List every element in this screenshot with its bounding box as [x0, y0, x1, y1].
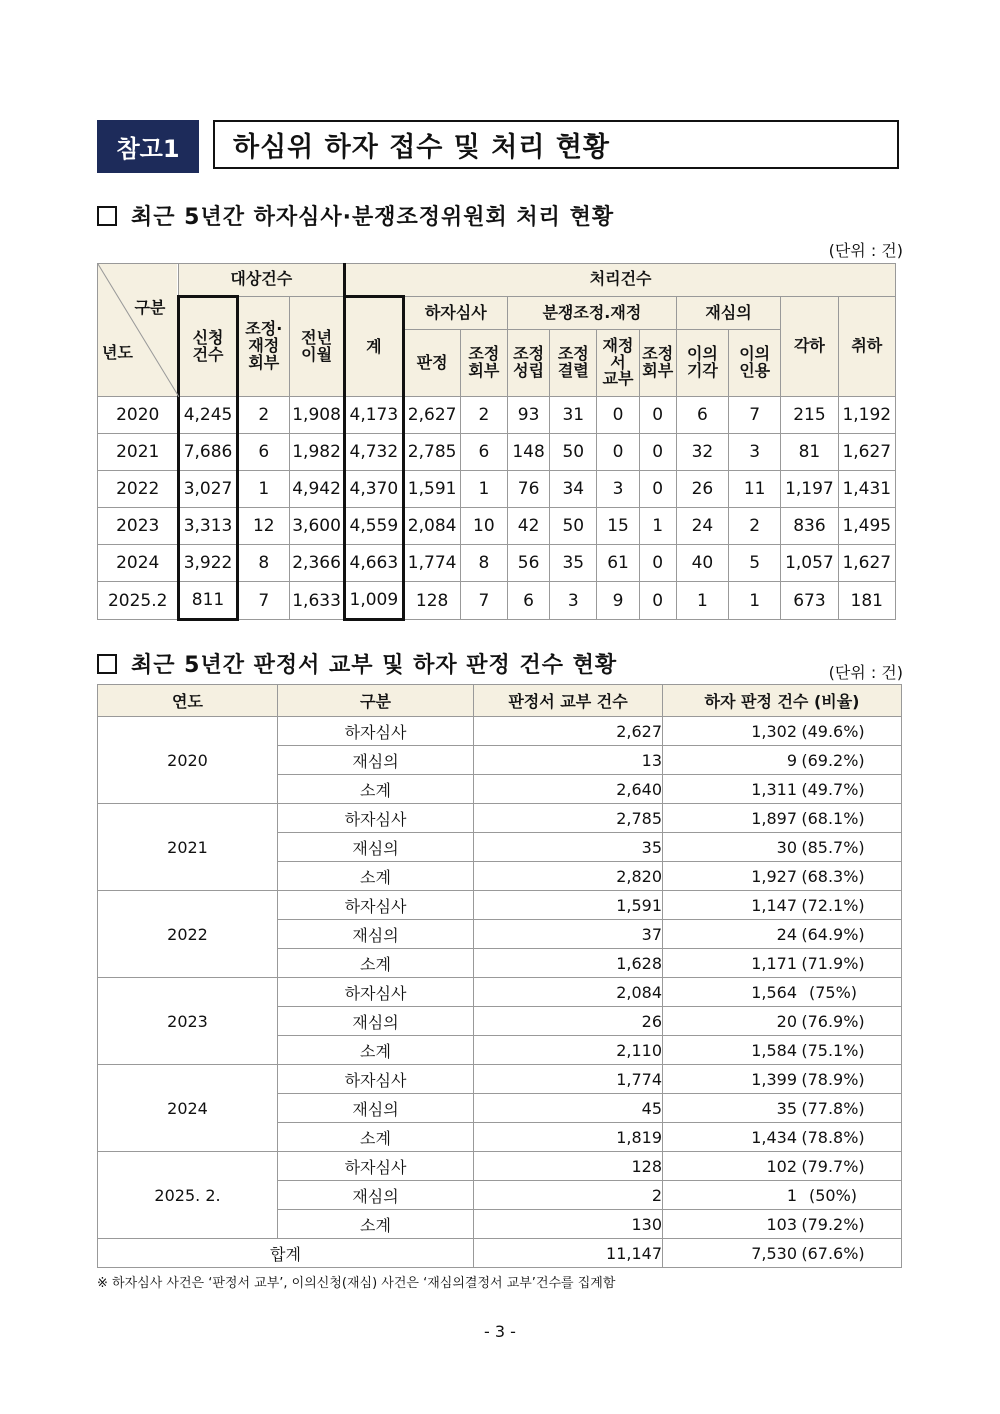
judgment-pct: (49.6%)	[801, 721, 865, 741]
issued-cell: 13	[474, 746, 663, 775]
arbitration-doc-header: 재정 서 교부	[597, 330, 639, 397]
type-cell: 재심의	[278, 1007, 474, 1036]
judgment-pct: (78.9%)	[801, 1069, 865, 1089]
judgment-header: 판정	[403, 330, 460, 397]
ratio-cell	[663, 1123, 902, 1152]
type-cell: 소계	[278, 862, 474, 891]
issued-cell: 2,820	[474, 862, 663, 891]
value-cell: 3	[729, 434, 781, 471]
table-row	[98, 545, 896, 582]
value-cell: 11	[729, 471, 781, 508]
value-cell: 811	[179, 582, 237, 620]
year-cell: 2021	[98, 804, 278, 891]
value-cell: 9	[597, 582, 639, 620]
value-cell: 81	[781, 434, 838, 471]
value-cell: 3,600	[289, 508, 344, 545]
corner-header	[98, 264, 179, 397]
reference-badge: 참고1	[97, 120, 199, 173]
review-return-header: 조정 회부	[460, 330, 507, 397]
value-cell: 148	[507, 434, 549, 471]
settled-header: 조정 성립	[507, 330, 549, 397]
ratio-header: 하자 판정 건수 (비율)	[663, 685, 902, 717]
issued-cell: 2,110	[474, 1036, 663, 1065]
value-cell: 2	[729, 508, 781, 545]
ratio-cell	[663, 833, 902, 862]
value-cell: 34	[550, 471, 597, 508]
table-row	[98, 1152, 902, 1181]
judgment-count: 1,399	[751, 1069, 797, 1089]
issued-cell: 35	[474, 833, 663, 862]
objection-rejected-header: 이의 기각	[676, 330, 728, 397]
ratio-cell	[663, 746, 902, 775]
checkbox-icon	[97, 654, 117, 674]
type-header: 구분	[278, 685, 474, 717]
withdrawn-header: 취하	[838, 297, 895, 397]
type-cell: 소계	[278, 1123, 474, 1152]
value-cell: 181	[838, 582, 895, 620]
table-row	[98, 508, 896, 545]
value-cell: 1,495	[838, 508, 895, 545]
judgment-pct: (50%)	[808, 1185, 858, 1205]
value-cell: 42	[507, 508, 549, 545]
year-cell: 2022	[98, 891, 278, 978]
judgment-count: 1,147	[751, 895, 797, 915]
value-cell: 1,197	[781, 471, 838, 508]
judgment-count: 103	[766, 1214, 797, 1234]
value-cell: 50	[550, 508, 597, 545]
value-cell: 4,173	[345, 397, 403, 434]
value-cell: 6	[460, 434, 507, 471]
year-cell: 2024	[98, 545, 179, 582]
value-cell: 4,245	[179, 397, 237, 434]
total-ratio	[663, 1239, 902, 1268]
issued-cell: 26	[474, 1007, 663, 1036]
value-cell: 2	[460, 397, 507, 434]
value-cell: 6	[237, 434, 289, 471]
value-cell: 1,627	[838, 434, 895, 471]
value-cell: 4,370	[345, 471, 403, 508]
judgment-pct: (68.1%)	[801, 808, 865, 828]
value-cell: 0	[639, 434, 676, 471]
value-cell: 6	[676, 397, 728, 434]
target-group-header: 대상건수	[179, 264, 345, 297]
ratio-cell	[663, 1094, 902, 1123]
issued-cell: 2,084	[474, 978, 663, 1007]
year-cell: 2025. 2.	[98, 1152, 278, 1239]
processing-table-body	[98, 397, 896, 620]
type-cell: 하자심사	[278, 804, 474, 833]
section1-unit: (단위 : 건)	[828, 241, 903, 260]
value-cell: 673	[781, 582, 838, 620]
judgment-count: 9	[786, 750, 797, 770]
ratio-cell	[663, 1007, 902, 1036]
table-row	[98, 978, 902, 1007]
diagonal-line	[98, 264, 179, 397]
judgment-count: 30	[776, 837, 797, 857]
value-cell: 1	[729, 582, 781, 620]
page-title: 하심위 하자 접수 및 처리 현황	[213, 120, 899, 169]
value-cell: 7	[460, 582, 507, 620]
issued-cell: 1,628	[474, 949, 663, 978]
year-header: 연도	[98, 685, 278, 717]
corner-top-label: 구분	[134, 298, 166, 317]
year-cell: 2020	[98, 717, 278, 804]
year-cell: 2021	[98, 434, 179, 471]
judgment-count: 1,564	[751, 982, 797, 1002]
value-cell: 4,732	[345, 434, 403, 471]
issued-header: 판정서 교부 건수	[474, 685, 663, 717]
type-cell: 소계	[278, 1210, 474, 1239]
judgment-pct: (85.7%)	[801, 837, 865, 857]
judgment-count: 35	[776, 1098, 797, 1118]
judgment-pct: (77.8%)	[801, 1098, 865, 1118]
value-cell: 32	[676, 434, 728, 471]
judgment-count: 1,897	[751, 808, 797, 828]
value-cell: 1,774	[403, 545, 460, 582]
type-cell: 재심의	[278, 920, 474, 949]
total-header: 계	[345, 297, 403, 397]
issued-cell: 2	[474, 1181, 663, 1210]
total-count: 7,530	[751, 1243, 797, 1263]
issued-cell: 1,591	[474, 891, 663, 920]
section2-unit: (단위 : 건)	[828, 663, 903, 682]
table-row	[98, 1065, 902, 1094]
value-cell: 0	[639, 471, 676, 508]
type-cell: 재심의	[278, 1181, 474, 1210]
judgment-pct: (69.2%)	[801, 750, 865, 770]
mediation-return-header: 조정· 재정 회부	[237, 297, 289, 397]
value-cell: 12	[237, 508, 289, 545]
judgment-pct: (75%)	[808, 982, 858, 1002]
year-cell: 2020	[98, 397, 179, 434]
judgment-count: 1,434	[751, 1127, 797, 1147]
type-cell: 하자심사	[278, 978, 474, 1007]
type-cell: 재심의	[278, 746, 474, 775]
ratio-cell	[663, 1181, 902, 1210]
reference-header	[97, 120, 903, 173]
med-return-header: 조정 회부	[639, 330, 676, 397]
value-cell: 215	[781, 397, 838, 434]
checkbox-icon	[97, 206, 117, 226]
year-cell: 2023	[98, 508, 179, 545]
value-cell: 0	[639, 582, 676, 620]
type-cell: 하자심사	[278, 1065, 474, 1094]
value-cell: 35	[550, 545, 597, 582]
issued-cell: 128	[474, 1152, 663, 1181]
value-cell: 1,192	[838, 397, 895, 434]
value-cell: 1,009	[345, 582, 403, 620]
value-cell: 1,591	[403, 471, 460, 508]
table-row	[98, 582, 896, 620]
value-cell: 2,785	[403, 434, 460, 471]
type-cell: 재심의	[278, 833, 474, 862]
type-cell: 소계	[278, 949, 474, 978]
judgment-count: 1,311	[751, 779, 797, 799]
value-cell: 2,366	[289, 545, 344, 582]
year-cell: 2023	[98, 978, 278, 1065]
value-cell: 3	[597, 471, 639, 508]
value-cell: 3,922	[179, 545, 237, 582]
rereview-group-header: 재심의	[676, 297, 781, 330]
value-cell: 1,908	[289, 397, 344, 434]
review-group-header: 하자심사	[403, 297, 507, 330]
type-cell: 소계	[278, 775, 474, 804]
value-cell: 6	[507, 582, 549, 620]
value-cell: 10	[460, 508, 507, 545]
year-cell: 2022	[98, 471, 179, 508]
table-row	[98, 717, 902, 746]
value-cell: 8	[460, 545, 507, 582]
table-row	[98, 434, 896, 471]
value-cell: 24	[676, 508, 728, 545]
value-cell: 128	[403, 582, 460, 620]
value-cell: 93	[507, 397, 549, 434]
value-cell: 1,431	[838, 471, 895, 508]
page-number: - 3 -	[484, 1322, 516, 1341]
processing-status-table	[97, 263, 896, 621]
value-cell: 3	[550, 582, 597, 620]
value-cell: 4,942	[289, 471, 344, 508]
year-cell: 2025.2	[98, 582, 179, 620]
value-cell: 1	[676, 582, 728, 620]
value-cell: 7	[729, 397, 781, 434]
value-cell: 1	[639, 508, 676, 545]
issued-cell: 1,819	[474, 1123, 663, 1152]
value-cell: 2	[237, 397, 289, 434]
issued-cell: 130	[474, 1210, 663, 1239]
ratio-cell	[663, 1152, 902, 1181]
mediation-group-header: 분쟁조정.재정	[507, 297, 676, 330]
ratio-cell	[663, 920, 902, 949]
ratio-cell	[663, 949, 902, 978]
value-cell: 3,313	[179, 508, 237, 545]
section1-heading	[97, 200, 614, 231]
judgment-pct: (71.9%)	[801, 953, 865, 973]
value-cell: 26	[676, 471, 728, 508]
judgment-pct: (75.1%)	[801, 1040, 865, 1060]
value-cell: 50	[550, 434, 597, 471]
table-row	[98, 471, 896, 508]
ratio-cell	[663, 1065, 902, 1094]
judgment-count: 1,584	[751, 1040, 797, 1060]
value-cell: 0	[639, 397, 676, 434]
value-cell: 2,627	[403, 397, 460, 434]
value-cell: 3,027	[179, 471, 237, 508]
corner-bottom-label: 년도	[102, 343, 133, 363]
judgment-pct: (64.9%)	[801, 924, 865, 944]
carryover-header: 전년 이월	[289, 297, 344, 397]
value-cell: 7	[237, 582, 289, 620]
value-cell: 0	[639, 545, 676, 582]
type-cell: 소계	[278, 1036, 474, 1065]
value-cell: 61	[597, 545, 639, 582]
judgment-pct: (68.3%)	[801, 866, 865, 886]
ratio-cell	[663, 775, 902, 804]
ratio-cell	[663, 891, 902, 920]
footnote: ※ 하자심사 사건은 ‘판정서 교부’, 이의신청(재심) 사건은 ‘재심의결정서 교부’건수를 집계함	[97, 1276, 616, 1291]
issued-cell: 37	[474, 920, 663, 949]
value-cell: 1,982	[289, 434, 344, 471]
issued-cell: 2,785	[474, 804, 663, 833]
issued-cell: 45	[474, 1094, 663, 1123]
judgment-pct: (49.7%)	[801, 779, 865, 799]
judgment-count: 24	[776, 924, 797, 944]
objection-accepted-header: 이의 인용	[729, 330, 781, 397]
ratio-cell	[663, 717, 902, 746]
issued-cell: 1,774	[474, 1065, 663, 1094]
type-cell: 하자심사	[278, 891, 474, 920]
issued-cell: 2,640	[474, 775, 663, 804]
ratio-cell	[663, 978, 902, 1007]
table-row	[98, 891, 902, 920]
type-cell: 하자심사	[278, 1152, 474, 1181]
issued-cell: 2,627	[474, 717, 663, 746]
value-cell: 15	[597, 508, 639, 545]
value-cell: 1	[460, 471, 507, 508]
value-cell: 0	[597, 434, 639, 471]
value-cell: 4,663	[345, 545, 403, 582]
judgment-pct: (79.2%)	[801, 1214, 865, 1234]
judgment-status-table	[97, 684, 902, 1268]
total-pct: (67.6%)	[801, 1243, 865, 1263]
section1-heading-text: 최근 5년간 하자심사·분쟁조정위원회 처리 현황	[131, 205, 615, 230]
section2-heading-text: 최근 5년간 판정서 교부 및 하자 판정 건수 현황	[131, 653, 618, 678]
value-cell: 5	[729, 545, 781, 582]
failed-header: 조정 결렬	[550, 330, 597, 397]
value-cell: 40	[676, 545, 728, 582]
total-label: 합계	[98, 1239, 474, 1268]
type-cell: 재심의	[278, 1094, 474, 1123]
value-cell: 8	[237, 545, 289, 582]
judgment-count: 1,927	[751, 866, 797, 886]
value-cell: 0	[597, 397, 639, 434]
judgment-pct: (79.7%)	[801, 1156, 865, 1176]
section2-heading	[97, 648, 617, 679]
value-cell: 1	[237, 471, 289, 508]
total-issued: 11,147	[474, 1239, 663, 1268]
value-cell: 1,627	[838, 545, 895, 582]
judgment-count: 1,171	[751, 953, 797, 973]
judgment-count: 20	[776, 1011, 797, 1031]
apply-header: 신청 건수	[179, 297, 237, 397]
ratio-cell	[663, 1210, 902, 1239]
value-cell: 836	[781, 508, 838, 545]
year-cell: 2024	[98, 1065, 278, 1152]
processed-group-header: 처리건수	[345, 264, 896, 297]
judgment-table-body	[98, 717, 902, 1239]
value-cell: 1,057	[781, 545, 838, 582]
value-cell: 1,633	[289, 582, 344, 620]
judgment-count: 102	[766, 1156, 797, 1176]
type-cell: 하자심사	[278, 717, 474, 746]
table-row	[98, 397, 896, 434]
value-cell: 31	[550, 397, 597, 434]
ratio-cell	[663, 1036, 902, 1065]
judgment-pct: (76.9%)	[801, 1011, 865, 1031]
table-row	[98, 804, 902, 833]
dismissed-header: 각하	[781, 297, 838, 397]
value-cell: 7,686	[179, 434, 237, 471]
judgment-count: 1,302	[751, 721, 797, 741]
value-cell: 2,084	[403, 508, 460, 545]
ratio-cell	[663, 862, 902, 891]
ratio-cell	[663, 804, 902, 833]
judgment-pct: (72.1%)	[801, 895, 865, 915]
value-cell: 4,559	[345, 508, 403, 545]
value-cell: 56	[507, 545, 549, 582]
judgment-pct: (78.8%)	[801, 1127, 865, 1147]
value-cell: 76	[507, 471, 549, 508]
judgment-count: 1	[786, 1185, 797, 1205]
